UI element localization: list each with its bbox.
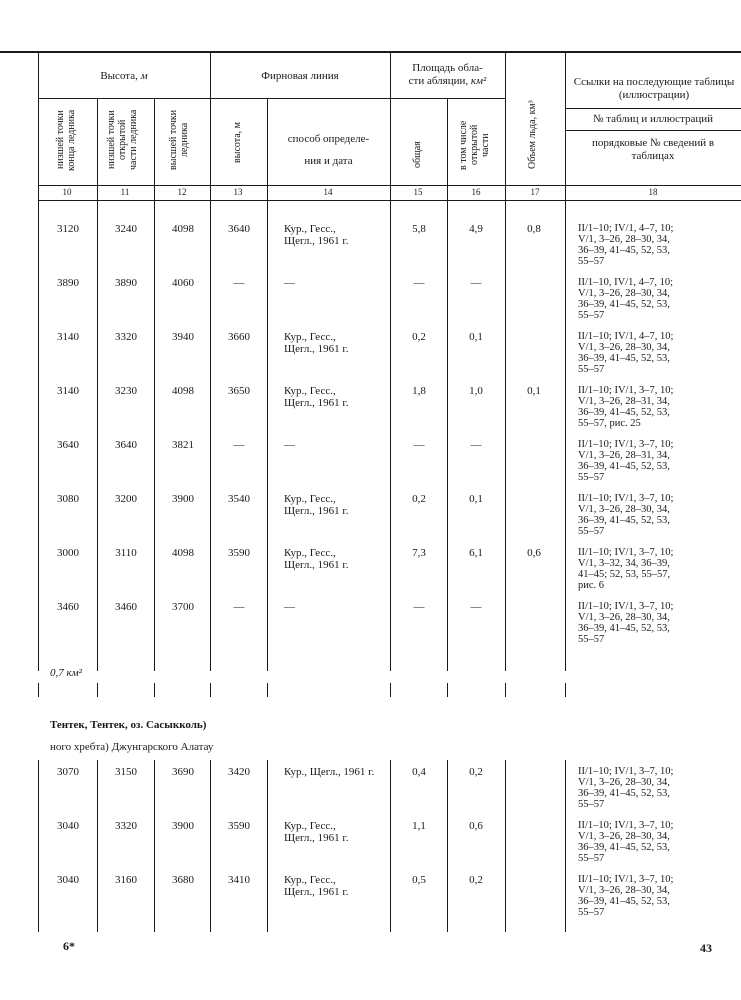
cell-c11: 3110 xyxy=(115,547,137,559)
cell-c16: 0,1 xyxy=(469,493,483,505)
cell-c16: 1,0 xyxy=(469,385,483,397)
note-vline-7 xyxy=(505,683,506,697)
cell-c11: 3320 xyxy=(115,331,137,343)
cell-c10: 3040 xyxy=(57,820,79,832)
cell-c14: — xyxy=(284,439,295,451)
cell-c11: 3230 xyxy=(115,385,137,397)
cell-c12: 4060 xyxy=(172,277,194,289)
colnum-11: 11 xyxy=(120,187,130,197)
cell-c15: 5,8 xyxy=(412,223,426,235)
area-group-label-1: Площадь обла- xyxy=(412,62,483,74)
note-vline-6 xyxy=(447,683,448,697)
cell-c11: 3320 xyxy=(115,820,137,832)
body-vline-b2 xyxy=(154,760,155,932)
area-group-label-2: сти абляции, xyxy=(408,75,469,87)
cell-c10: 3140 xyxy=(57,385,79,397)
colnum-13: 13 xyxy=(233,187,243,197)
cell-c13: 3640 xyxy=(228,223,250,235)
body-vline-a5 xyxy=(390,201,391,671)
cell-c14: Кур., Гесс., Щегл., 1961 г. xyxy=(284,820,349,844)
body-vline-a2 xyxy=(154,201,155,671)
height-group-header xyxy=(38,70,210,83)
cell-c10: 3640 xyxy=(57,439,79,451)
section-subtitle: ного хребта) Джунгарского Алатау xyxy=(50,741,214,753)
cell-c10: 3140 xyxy=(57,331,79,343)
cell-c12: 3700 xyxy=(172,601,194,613)
refs-subrule-1 xyxy=(565,108,741,109)
colnum-17: 17 xyxy=(530,187,540,197)
cell-c13: 3590 xyxy=(228,547,250,559)
cell-c11: 3890 xyxy=(115,277,137,289)
note-vline-3 xyxy=(210,683,211,697)
body-vline-a8 xyxy=(565,201,566,671)
header-vline-8 xyxy=(565,53,566,200)
cell-c16: — xyxy=(470,439,482,451)
col13-header: высота, м xyxy=(232,122,243,164)
cell-c12: 4098 xyxy=(172,547,194,559)
refs-subrule-2 xyxy=(565,130,741,131)
area-note: 0,7 км² xyxy=(50,667,82,679)
note-vline-8 xyxy=(565,683,566,697)
cell-c10: 3000 xyxy=(57,547,79,559)
cell-c13: 3650 xyxy=(228,385,250,397)
cell-c15: 0,2 xyxy=(412,331,426,343)
cell-c18: II/1–10; IV/1, 3–7, 10; V/1, 3–26, 28–30, 34, 36–39, 41–45, 52, 53, 55–57 xyxy=(578,601,674,645)
body-vline-b5 xyxy=(390,760,391,932)
header-vline-2 xyxy=(154,98,155,200)
cell-c14: Кур., Гесс., Щегл., 1961 г. xyxy=(284,331,349,355)
cell-c12: 3900 xyxy=(172,820,194,832)
cell-c13: 3660 xyxy=(228,331,250,343)
cell-c16: — xyxy=(470,601,482,613)
area-group-header xyxy=(390,62,505,88)
colnum-10: 10 xyxy=(62,187,72,197)
colnum-15: 15 xyxy=(413,187,423,197)
cell-c11: 3460 xyxy=(115,601,137,613)
header-vline-1 xyxy=(97,98,98,200)
body-vline-a3 xyxy=(210,201,211,671)
cell-c14: Кур., Гесс., Щегл., 1961 г. xyxy=(284,223,349,247)
firn-group-header: Фирновая линия xyxy=(261,70,339,82)
note-vline-5 xyxy=(390,683,391,697)
cell-c14: Кур., Щегл., 1961 г. xyxy=(284,766,375,778)
header-vline-7 xyxy=(505,53,506,200)
area-unit: км² xyxy=(470,75,487,87)
cell-c18: II/1–10; IV/1, 3–7, 10; V/1, 3–26, 28–30, 34, 36–39, 41–45, 52, 53, 55–57 xyxy=(578,820,674,864)
note-vline-4 xyxy=(267,683,268,697)
cell-c15: — xyxy=(413,277,425,289)
cell-c16: 0,6 xyxy=(469,820,483,832)
cell-c10: 3460 xyxy=(57,601,79,613)
cell-c13: 3420 xyxy=(228,766,250,778)
cell-c12: 3690 xyxy=(172,766,194,778)
body-vline-a7 xyxy=(505,201,506,671)
cell-c13: — xyxy=(233,439,245,451)
cell-c14: — xyxy=(284,277,295,289)
refs-group-header: Ссылки на последующие таблицы (иллюстрации) xyxy=(573,76,735,101)
col16-header: в том числе открытой части xyxy=(458,120,491,170)
cell-c17: 0,8 xyxy=(527,223,541,235)
body-vline-b3 xyxy=(210,760,211,932)
height-unit: м xyxy=(140,70,148,82)
cell-c10: 3890 xyxy=(57,277,79,289)
colnum-14: 14 xyxy=(323,187,333,197)
col10-header: низшей точки конца ледника xyxy=(55,109,77,171)
cell-c16: — xyxy=(470,277,482,289)
cell-c14: Кур., Гесс., Щегл., 1961 г. xyxy=(284,547,349,571)
colnum-16: 16 xyxy=(471,187,481,197)
body-vline-b0 xyxy=(38,760,39,932)
height-group-label: Высота, xyxy=(100,70,138,82)
refs-sub-header-2: порядковые № сведений в таблицах xyxy=(591,137,715,162)
cell-c15: 0,4 xyxy=(412,766,426,778)
cell-c16: 0,1 xyxy=(469,331,483,343)
cell-c10: 3040 xyxy=(57,874,79,886)
note-vline-0 xyxy=(38,683,39,697)
col11-header: низшей точки открытой части ледника xyxy=(106,109,139,171)
cell-c11: 3160 xyxy=(115,874,137,886)
cell-c15: 1,1 xyxy=(412,820,426,832)
cell-c16: 0,2 xyxy=(469,874,483,886)
colnum-12: 12 xyxy=(177,187,187,197)
body-vline-b6 xyxy=(447,760,448,932)
cell-c16: 4,9 xyxy=(469,223,483,235)
cell-c13: 3410 xyxy=(228,874,250,886)
cell-c15: — xyxy=(413,601,425,613)
body-vline-a1 xyxy=(97,201,98,671)
cell-c16: 0,2 xyxy=(469,766,483,778)
cell-c14: Кур., Гесс., Щегл., 1961 г. xyxy=(284,493,349,517)
body-vline-b8 xyxy=(565,760,566,932)
colnum-18: 18 xyxy=(648,187,658,197)
cell-c13: 3590 xyxy=(228,820,250,832)
cell-c10: 3120 xyxy=(57,223,79,235)
table-top-rule xyxy=(0,51,741,53)
cell-c13: — xyxy=(233,277,245,289)
cell-c12: 4098 xyxy=(172,223,194,235)
cell-c18: II/1–10; IV/1, 3–7, 10; V/1, 3–26, 28–30, 34, 36–39, 41–45, 52, 53, 55–57 xyxy=(578,874,674,918)
cell-c10: 3080 xyxy=(57,493,79,505)
cell-c18: II/1–10; IV/1, 3–7, 10; V/1, 3–26, 28–31, 34, 36–39, 41–45, 52, 53, 55–57 xyxy=(578,439,674,483)
height-subrule xyxy=(38,98,390,99)
cell-c11: 3200 xyxy=(115,493,137,505)
cell-c12: 3940 xyxy=(172,331,194,343)
col14-header: способ определе- ния и дата xyxy=(287,133,370,167)
cell-c15: — xyxy=(413,439,425,451)
cell-c18: II/1–10; IV/1, 3–7, 10; V/1, 3–26, 28–30, 34, 36–39, 41–45, 52, 53, 55–57 xyxy=(578,493,674,537)
col17-header: Объем льда, км³ xyxy=(527,100,538,170)
body-vline-b1 xyxy=(97,760,98,932)
header-vline-6 xyxy=(447,98,448,200)
cell-c18: II/1–10; IV/1, 3–7, 10; V/1, 3–26, 28–31, 34, 36–39, 41–45, 52, 53, 55–57, рис. 25 xyxy=(578,385,674,429)
body-vline-b4 xyxy=(267,760,268,932)
cell-c12: 4098 xyxy=(172,385,194,397)
cell-c17: 0,6 xyxy=(527,547,541,559)
cell-c11: 3240 xyxy=(115,223,137,235)
cell-c11: 3150 xyxy=(115,766,137,778)
col15-header: общая xyxy=(412,141,423,169)
body-vline-a0 xyxy=(38,201,39,671)
cell-c12: 3821 xyxy=(172,439,194,451)
cell-c14: Кур., Гесс., Щегл., 1961 г. xyxy=(284,385,349,409)
cell-c14: — xyxy=(284,601,295,613)
page-number: 43 xyxy=(700,941,712,955)
cell-c17: 0,1 xyxy=(527,385,541,397)
cell-c12: 3900 xyxy=(172,493,194,505)
note-vline-1 xyxy=(97,683,98,697)
note-vline-2 xyxy=(154,683,155,697)
body-vline-a6 xyxy=(447,201,448,671)
cell-c18: II/1–10; IV/1, 4–7, 10; V/1, 3–26, 28–30, 34, 36–39, 41–45, 52, 53, 55–57 xyxy=(578,331,674,375)
body-vline-b7 xyxy=(505,760,506,932)
cell-c12: 3680 xyxy=(172,874,194,886)
cell-c15: 0,5 xyxy=(412,874,426,886)
body-vline-a4 xyxy=(267,201,268,671)
cell-c11: 3640 xyxy=(115,439,137,451)
refs-sub-header-1: № таблиц и иллюстраций xyxy=(593,113,713,125)
cell-c15: 7,3 xyxy=(412,547,426,559)
cell-c10: 3070 xyxy=(57,766,79,778)
cell-c16: 6,1 xyxy=(469,547,483,559)
cell-c13: 3540 xyxy=(228,493,250,505)
cell-c18: II/1–10; IV/1, 3–7, 10; V/1, 3–26, 28–30, 34, 36–39, 41–45, 52, 53, 55–57 xyxy=(578,766,674,810)
col12-header: высшей точки ледника xyxy=(168,109,190,171)
cell-c15: 0,2 xyxy=(412,493,426,505)
footer-signature: 6* xyxy=(63,939,75,953)
cell-c18: II/1–10; IV/1, 3–7, 10; V/1, 3–32, 34, 36–39, 41–45; 52, 53, 55–57, рис. 6 xyxy=(578,547,674,591)
cell-c13: — xyxy=(233,601,245,613)
cell-c15: 1,8 xyxy=(412,385,426,397)
section-title: Тентек, Тентек, оз. Сасыкколь) xyxy=(50,719,207,731)
cell-c14: Кур., Гесс., Щегл., 1961 г. xyxy=(284,874,349,898)
cell-c18: II/1–10, IV/1, 4–7, 10; V/1, 3–26, 28–30, 34, 36–39, 41–45, 52, 53, 55–57 xyxy=(578,277,674,321)
cell-c18: II/1–10; IV/1, 4–7, 10; V/1, 3–26, 28–30, 34, 36–39, 41–45, 52, 53, 55–57 xyxy=(578,223,674,267)
